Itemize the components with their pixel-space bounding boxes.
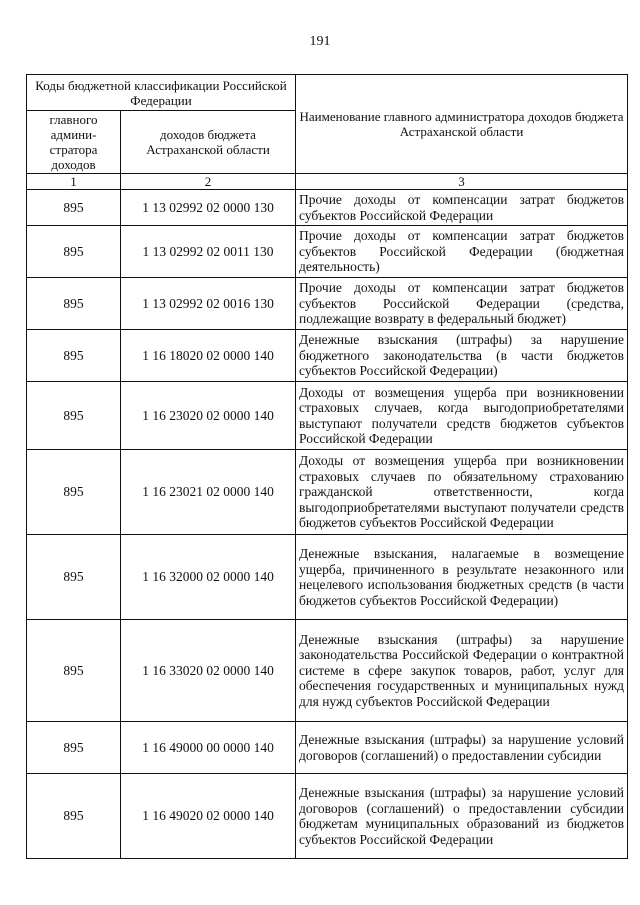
revenue-code-cell: 1 16 49000 00 0000 140 [121, 722, 296, 774]
revenue-code-cell: 1 13 02992 02 0011 130 [121, 226, 296, 278]
revenue-name-cell: Денежные взыскания (штрафы) за нарушение бюджетного законодательства (в части бюджетов субъектов Российской Федерации) [296, 330, 628, 382]
table-body [27, 190, 628, 859]
header-codes-group: Коды бюджетной классификации Российской Федерации [27, 75, 296, 111]
admin-code-cell: 895 [27, 382, 121, 450]
admin-code-cell: 895 [27, 278, 121, 330]
revenue-code-cell: 1 16 23021 02 0000 140 [121, 450, 296, 535]
revenue-name-cell: Прочие доходы от компенсации затрат бюджетов субъектов Российской Федерации (бюджетная деятельность) [296, 226, 628, 278]
revenue-code-cell: 1 13 02992 02 0016 130 [121, 278, 296, 330]
column-number-1: 1 [27, 174, 121, 190]
admin-code-cell: 895 [27, 774, 121, 859]
revenue-code-cell: 1 16 49020 02 0000 140 [121, 774, 296, 859]
admin-code-cell: 895 [27, 190, 121, 226]
revenue-code-cell: 1 16 23020 02 0000 140 [121, 382, 296, 450]
revenue-name-cell: Доходы от возмещения ущерба при возникновении страховых случаев, когда выгодоприобретателями выступают получатели средств бюджетов субъектов Российской Федерации [296, 382, 628, 450]
revenue-code-cell: 1 13 02992 02 0000 130 [121, 190, 296, 226]
table-row [27, 774, 628, 859]
column-number-2: 2 [121, 174, 296, 190]
table-row [27, 190, 628, 226]
budget-classification-table [26, 74, 628, 859]
revenue-name-cell: Прочие доходы от компенсации затрат бюджетов субъектов Российской Федерации (средства, подлежащие возврату в федеральный бюджет) [296, 278, 628, 330]
revenue-name-cell: Денежные взыскания, налагаемые в возмещение ущерба, причиненного в результате незаконного или нецелевого использования бюджетных средств (в части бюджетов субъектов Российской Федерации) [296, 535, 628, 620]
revenue-name-cell: Прочие доходы от компенсации затрат бюджетов субъектов Российской Федерации [296, 190, 628, 226]
admin-code-cell: 895 [27, 620, 121, 722]
header-name-column: Наименование главного администратора доходов бюджета Астраханской области [296, 75, 628, 174]
revenue-name-cell: Денежные взыскания (штрафы) за нарушение законодательства Российской Федерации о контрактной системе в сфере закупок товаров, работ, услуг для обеспечения государственных и муниципальных нужд для нужд субъектов Российской Федерации [296, 620, 628, 722]
admin-code-cell: 895 [27, 226, 121, 278]
table-row [27, 382, 628, 450]
admin-code-cell: 895 [27, 722, 121, 774]
table-row [27, 226, 628, 278]
table-row [27, 330, 628, 382]
page-number: 191 [309, 34, 331, 49]
header-revenue-code: доходов бюджета Астраханской области [121, 111, 296, 174]
revenue-name-cell: Доходы от возмещения ущерба при возникновении страховых случаев по обязательному страхованию гражданской ответственности, когда выгодоприобретателями выступают получатели средств бюджетов субъектов Российской Федерации [296, 450, 628, 535]
column-number-3: 3 [296, 174, 628, 190]
revenue-code-cell: 1 16 33020 02 0000 140 [121, 620, 296, 722]
header-admin-code: главного админи-стратора доходов [27, 111, 121, 174]
table-row [27, 620, 628, 722]
table-row [27, 535, 628, 620]
admin-code-cell: 895 [27, 330, 121, 382]
table-row [27, 278, 628, 330]
table-row [27, 450, 628, 535]
revenue-name-cell: Денежные взыскания (штрафы) за нарушение условий договоров (соглашений) о предоставлении субсидии [296, 722, 628, 774]
table-header [27, 75, 628, 190]
table-row [27, 722, 628, 774]
admin-code-cell: 895 [27, 450, 121, 535]
admin-code-cell: 895 [27, 535, 121, 620]
revenue-code-cell: 1 16 32000 02 0000 140 [121, 535, 296, 620]
revenue-code-cell: 1 16 18020 02 0000 140 [121, 330, 296, 382]
revenue-name-cell: Денежные взыскания (штрафы) за нарушение условий договоров (соглашений) о предоставлении субсидии бюджетам муниципальных образований из бюджетов субъектов Российской Федерации [296, 774, 628, 859]
